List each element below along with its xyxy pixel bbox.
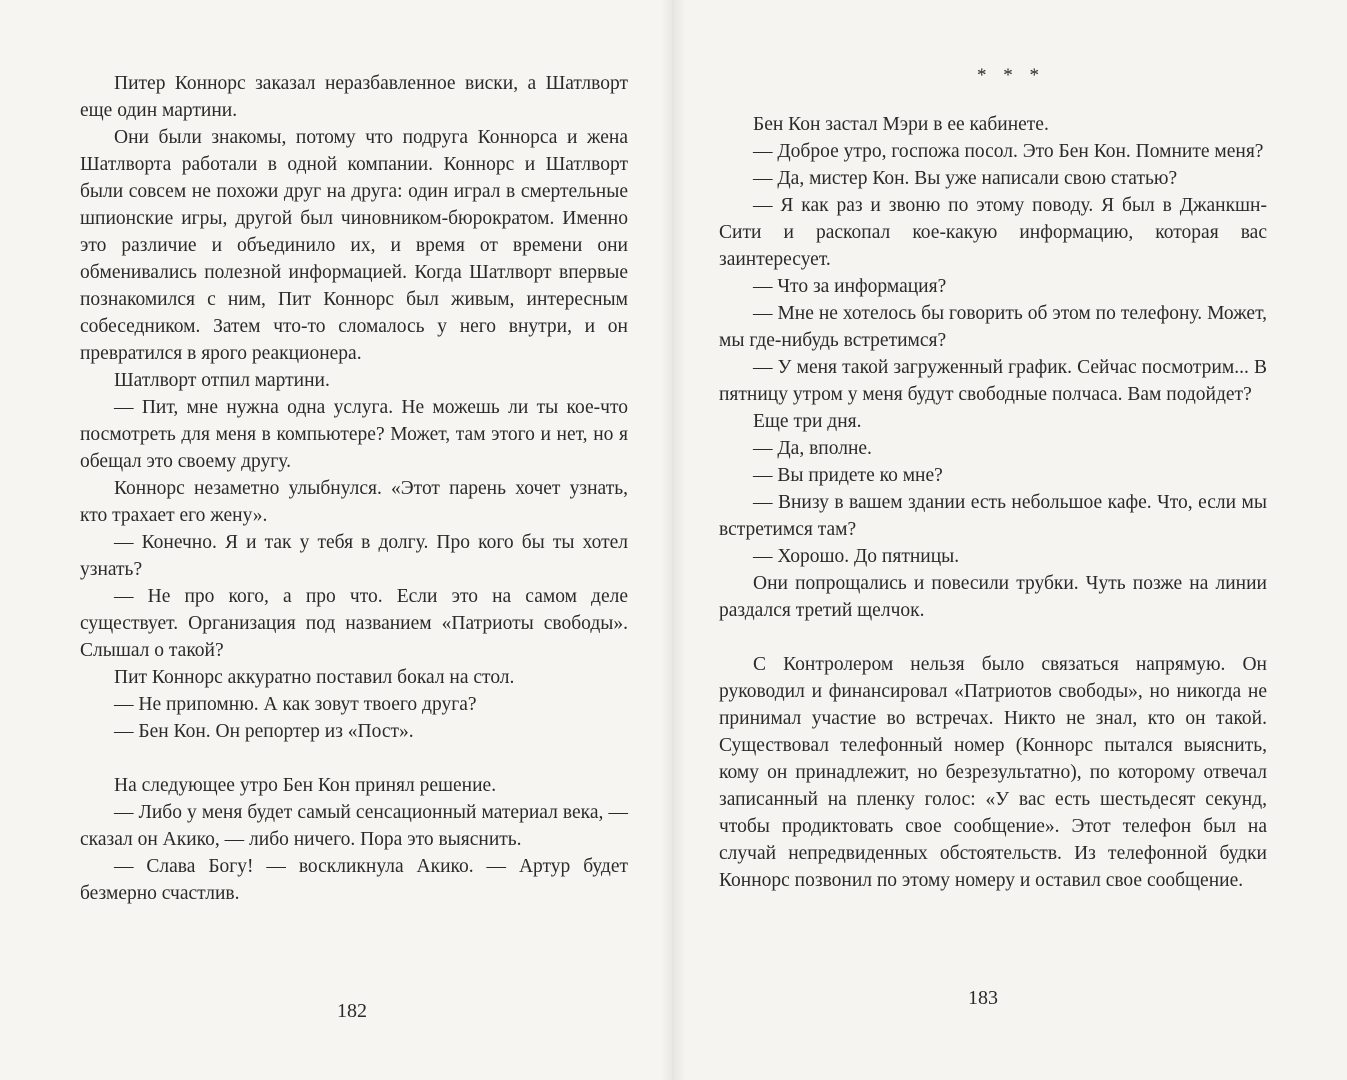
- paragraph: — Мне не хотелось бы говорить об этом по телефону. Может, мы где-нибудь встретимся?: [719, 303, 1267, 351]
- page-number: 183: [968, 987, 998, 1009]
- paragraph: Пит Коннорс аккуратно поставил бокал на стол.: [114, 667, 515, 688]
- paragraph: Коннорс незаметно улыбнулся. «Этот парень хочет узнать, кто трахает его жену».: [80, 478, 628, 526]
- paragraph: — Хорошо. До пятницы.: [753, 546, 960, 567]
- paragraph: — Слава Богу! — воскликнула Акико. — Артур будет безмерно счастлив.: [80, 856, 628, 904]
- left-page: [0, 0, 673, 1080]
- paragraph: — Да, вполне.: [753, 438, 872, 459]
- right-page: [673, 0, 1347, 1080]
- paragraph: — Я как раз и звоню по этому поводу. Я был в Джанкшн-Сити и раскопал кое-какую информацию, которая вас заинтересует.: [719, 195, 1267, 270]
- paragraph: Шатлворт отпил мартини.: [114, 370, 330, 391]
- book-gutter: [660, 0, 686, 1080]
- paragraph: Они были знакомы, потому что подруга Коннорса и жена Шатлворта работали в одной компании. Коннорс и Шатлворт были совсем не похожи друг на друга: один играл в смертельные шпионские игры, другой был чиновником-бюрократом. Именно это различие и объединило их, и время от времени они обменивались полезной информацией. Когда Шатлворт впервые познакомился с ним, Пит Коннорс был живым, интересным собеседником. Затем что-то сломалось у него внутри, и он превратился в ярого реакционера.: [80, 127, 628, 364]
- paragraph: На следующее утро Бен Кон принял решение.: [114, 775, 497, 796]
- paragraph: С Контролером нельзя было связаться напрямую. Он руководил и финансировал «Патриотов свободы», но никогда не принимал участие во встречах. Никто не знал, кто он такой. Существовал телефонный номер (Коннорс пытался выяснить, кому он принадлежит, но безрезультатно), по которому отвечал записанный на пленку голос: «У вас есть шестьдесят секунд, чтобы продиктовать свое сообщение». Этот телефон был на случай непредвиденных обстоятельств. Из телефонной будки Коннорс позвонил по этому номеру и оставил свое сообщение.: [719, 654, 1267, 891]
- right-page-text: [719, 111, 1267, 894]
- paragraph: — Конечно. Я и так у тебя в долгу. Про кого бы ты хотел узнать?: [80, 532, 628, 580]
- paragraph: — Пит, мне нужна одна услуга. Не можешь ли ты кое-что посмотреть для меня в компьютере? Может, там этого и нет, но я обещал это своему другу.: [80, 397, 628, 472]
- paragraph: — Внизу в вашем здании есть небольшое кафе. Что, если мы встретимся там?: [719, 492, 1267, 540]
- paragraph: Еще три дня.: [753, 411, 862, 432]
- paragraph: — Что за информация?: [753, 276, 947, 297]
- paragraph: — Либо у меня будет самый сенсационный материал века, — сказал он Акико, — либо ничего. Пора это выяснить.: [80, 802, 628, 850]
- paragraph: — Доброе утро, госпожа посол. Это Бен Кон. Помните меня?: [753, 141, 1264, 162]
- paragraph: Бен Кон застал Мэри в ее кабинете.: [753, 114, 1049, 135]
- paragraph: — Вы придете ко мне?: [753, 465, 943, 486]
- left-page-text: [80, 70, 628, 907]
- page-number: 182: [337, 1000, 367, 1022]
- paragraph: — Бен Кон. Он репортер из «Пост».: [114, 721, 414, 742]
- paragraph: Они попрощались и повесили трубки. Чуть позже на линии раздался третий щелчок.: [719, 573, 1267, 621]
- paragraph: — Не припомню. А как зовут твоего друга?: [114, 694, 477, 715]
- paragraph: Питер Коннорс заказал неразбавленное виски, а Шатлворт еще один мартини.: [80, 73, 628, 121]
- paragraph: — Не про кого, а про что. Если это на самом деле существует. Организация под названием «Патриоты свободы». Слышал о такой?: [80, 586, 628, 661]
- paragraph: — Да, мистер Кон. Вы уже написали свою статью?: [753, 168, 1178, 189]
- section-separator: * * *: [977, 65, 1045, 86]
- paragraph: — У меня такой загруженный график. Сейчас посмотрим... В пятницу утром у меня будут свободные полчаса. Вам подойдет?: [719, 357, 1267, 405]
